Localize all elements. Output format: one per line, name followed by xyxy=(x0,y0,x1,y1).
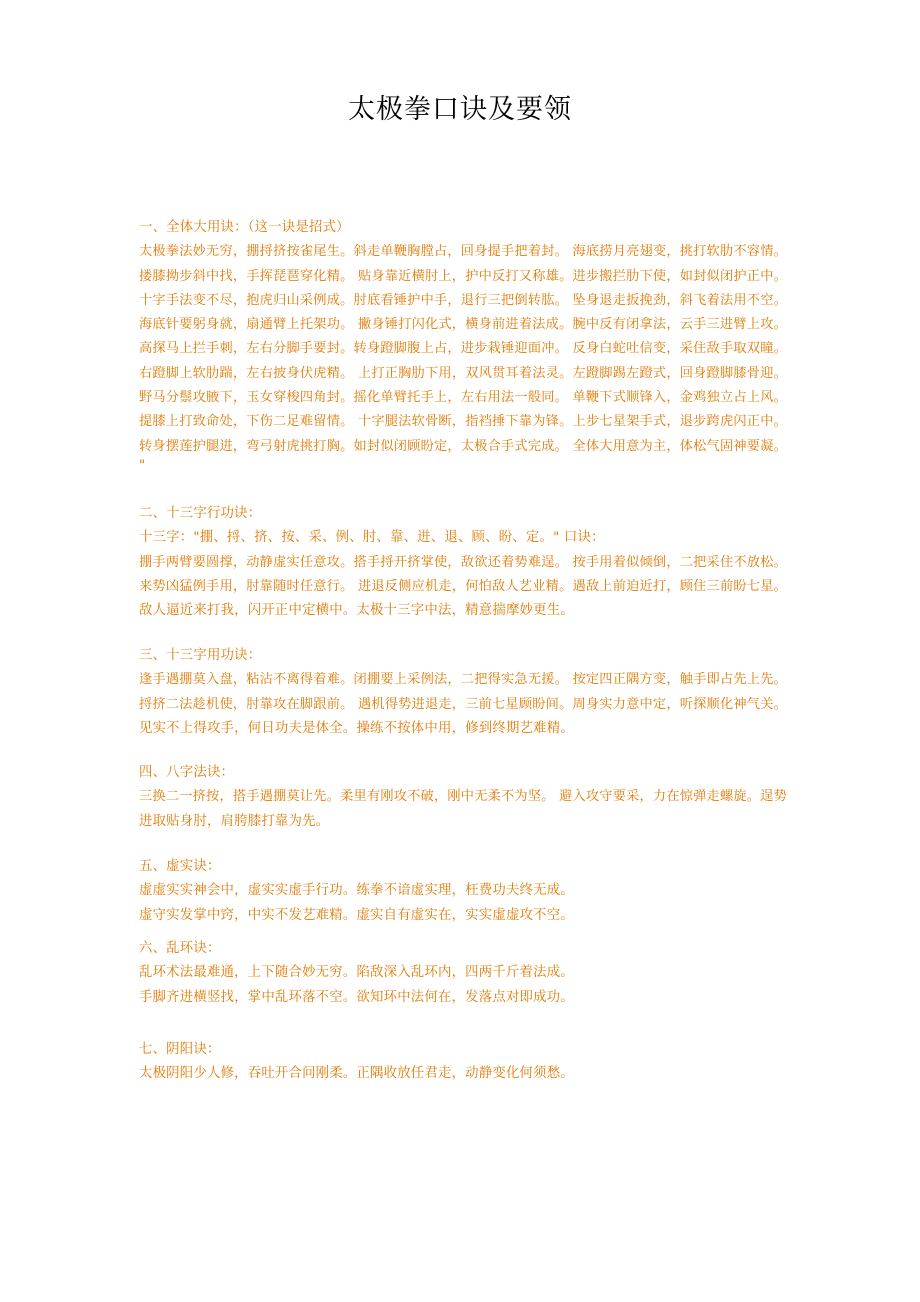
text-line: 手脚齐进横竖找，掌中乱环落不空。欲知环中法何在，发落点对即成功。 xyxy=(139,989,574,1005)
text-line: 逢手遇掤莫入盘，粘沾不离得着难。闭掤要上采例法，二把得实急无援。 按定四正隅方变，触手即占先上先。 xyxy=(139,672,787,688)
section-heading: 六、乱环诀： xyxy=(139,941,221,956)
section-heading: 四、八字法诀： xyxy=(139,765,235,780)
section-heading: 五、虚实诀： xyxy=(139,859,221,874)
text-line: 野马分鬃攻腋下，玉女穿梭四角封。摇化单臂托手上，左右用法一般同。 单鞭下式顺锋入，金鸡独立占上风。 xyxy=(139,390,787,406)
text-line: 三换二一挤按，搭手遇掤莫让先。柔里有刚攻不破，刚中无柔不为坚。 避入攻守要采，力在惊弹走螺旋。逞势 xyxy=(139,789,787,805)
text-line: 虚守实发掌中窍，中实不发艺难精。虚实自有虚实在，实实虚虚攻不空。 xyxy=(139,907,574,923)
text-line: 高探马上拦手刺，左右分脚手要封。转身蹬脚腹上占，进步栽锤迎面冲。 反身白蛇吐信变，采住敌手取双瞳。 xyxy=(139,341,787,357)
text-line: 十三字："掤、捋、挤、按、采、例、肘、靠、进、退、顾、盼、定。" 口诀： xyxy=(139,530,605,546)
text-line: 虚虚实实神会中，虚实实虚手行功。练拳不谙虚实理，枉费功夫终无成。 xyxy=(139,883,574,899)
text-line: 海底针要躬身就，扇通臂上托架功。 撇身锤打闪化式，横身前进着法成。腕中反有闭拿法，云手三进臂上攻。 xyxy=(139,317,787,333)
section-7 xyxy=(139,1038,787,1087)
text-line: 太极阴阳少人修，吞吐开合问刚柔。正隅收放任君走，动静变化何须愁。 xyxy=(139,1066,574,1082)
text-line: 捋挤二法趁机使，肘靠攻在脚跟前。 遇机得势进退走，三前七星顾盼间。周身实力意中定，听探顺化神气关。 xyxy=(139,696,787,712)
page-title: 太极拳口诀及要领 xyxy=(348,94,572,125)
section-1 xyxy=(139,216,787,477)
section-heading: 二、十三字行功诀： xyxy=(139,506,262,521)
text-line: 提膝上打致命处，下伤二足难留情。 十字腿法软骨断，指裆捶下靠为锋。上步七星架手式，退步跨虎闪正中。 xyxy=(139,414,787,430)
section-3 xyxy=(139,644,787,741)
text-line: 太极拳法妙无穷，掤捋挤按雀尾生。斜走单鞭胸膛占，回身提手把着封。 海底捞月亮翅变，挑打软肋不容情。 xyxy=(139,244,787,260)
section-heading: 一、全体大用诀：（这一诀是招式） xyxy=(139,220,350,235)
section-heading: 七、阴阳诀： xyxy=(139,1042,221,1057)
text-line: 乱环术法最难通，上下随合妙无穷。陷敌深入乱环内，四两千斤着法成。 xyxy=(139,965,574,981)
section-heading: 三、十三字用功诀： xyxy=(139,648,262,663)
section-5 xyxy=(139,855,787,928)
text-line: 十字手法变不尽，抱虎归山采例成。肘底看锤护中手，退行三把倒转肱。 坠身退走扳挽劲，斜飞着法用不空。 xyxy=(139,292,787,308)
text-line: 转身摆莲护腿进，弯弓射虎挑打胸。如封似闭顾盼定，太极合手式完成。 全体大用意为主，体松气固神要凝。 xyxy=(139,438,787,454)
text-line: 掤手两臂要圆撑，动静虚实任意攻。搭手捋开挤掌使，敌欲还着势难逞。 按手用着似倾倒，二把采住不放松。 xyxy=(139,554,787,570)
text-line: 搂膝拗步斜中找，手挥琵琶穿化精。 贴身靠近横肘上，护中反打又称雄。进步搬拦肋下使，如封似闭护正中。 xyxy=(139,268,787,284)
text-line: 见实不上得攻手，何日功夫是体全。操练不按体中用，修到终期艺难精。 xyxy=(139,720,574,736)
text-line: " xyxy=(139,457,146,473)
section-4 xyxy=(139,761,787,834)
text-line: 右蹬脚上软肋踹，左右披身伏虎精。 上打正胸肋下用，双风贯耳着法灵。左蹬脚踢左蹬式，回身蹬脚膝骨迎。 xyxy=(139,365,787,381)
text-line: 敌人逼近来打我，闪开正中定横中。太极十三字中法，精意揣摩妙更生。 xyxy=(139,603,574,619)
text-line: 进取贴身肘，肩胯膝打靠为先。 xyxy=(139,813,330,829)
section-6 xyxy=(139,937,787,1010)
section-2 xyxy=(139,502,787,623)
text-line: 来势凶猛例手用，肘靠随时任意行。 进退反侧应机走，何怕敌人艺业精。遇敌上前迫近打，顾住三前盼七星。 xyxy=(139,578,787,594)
